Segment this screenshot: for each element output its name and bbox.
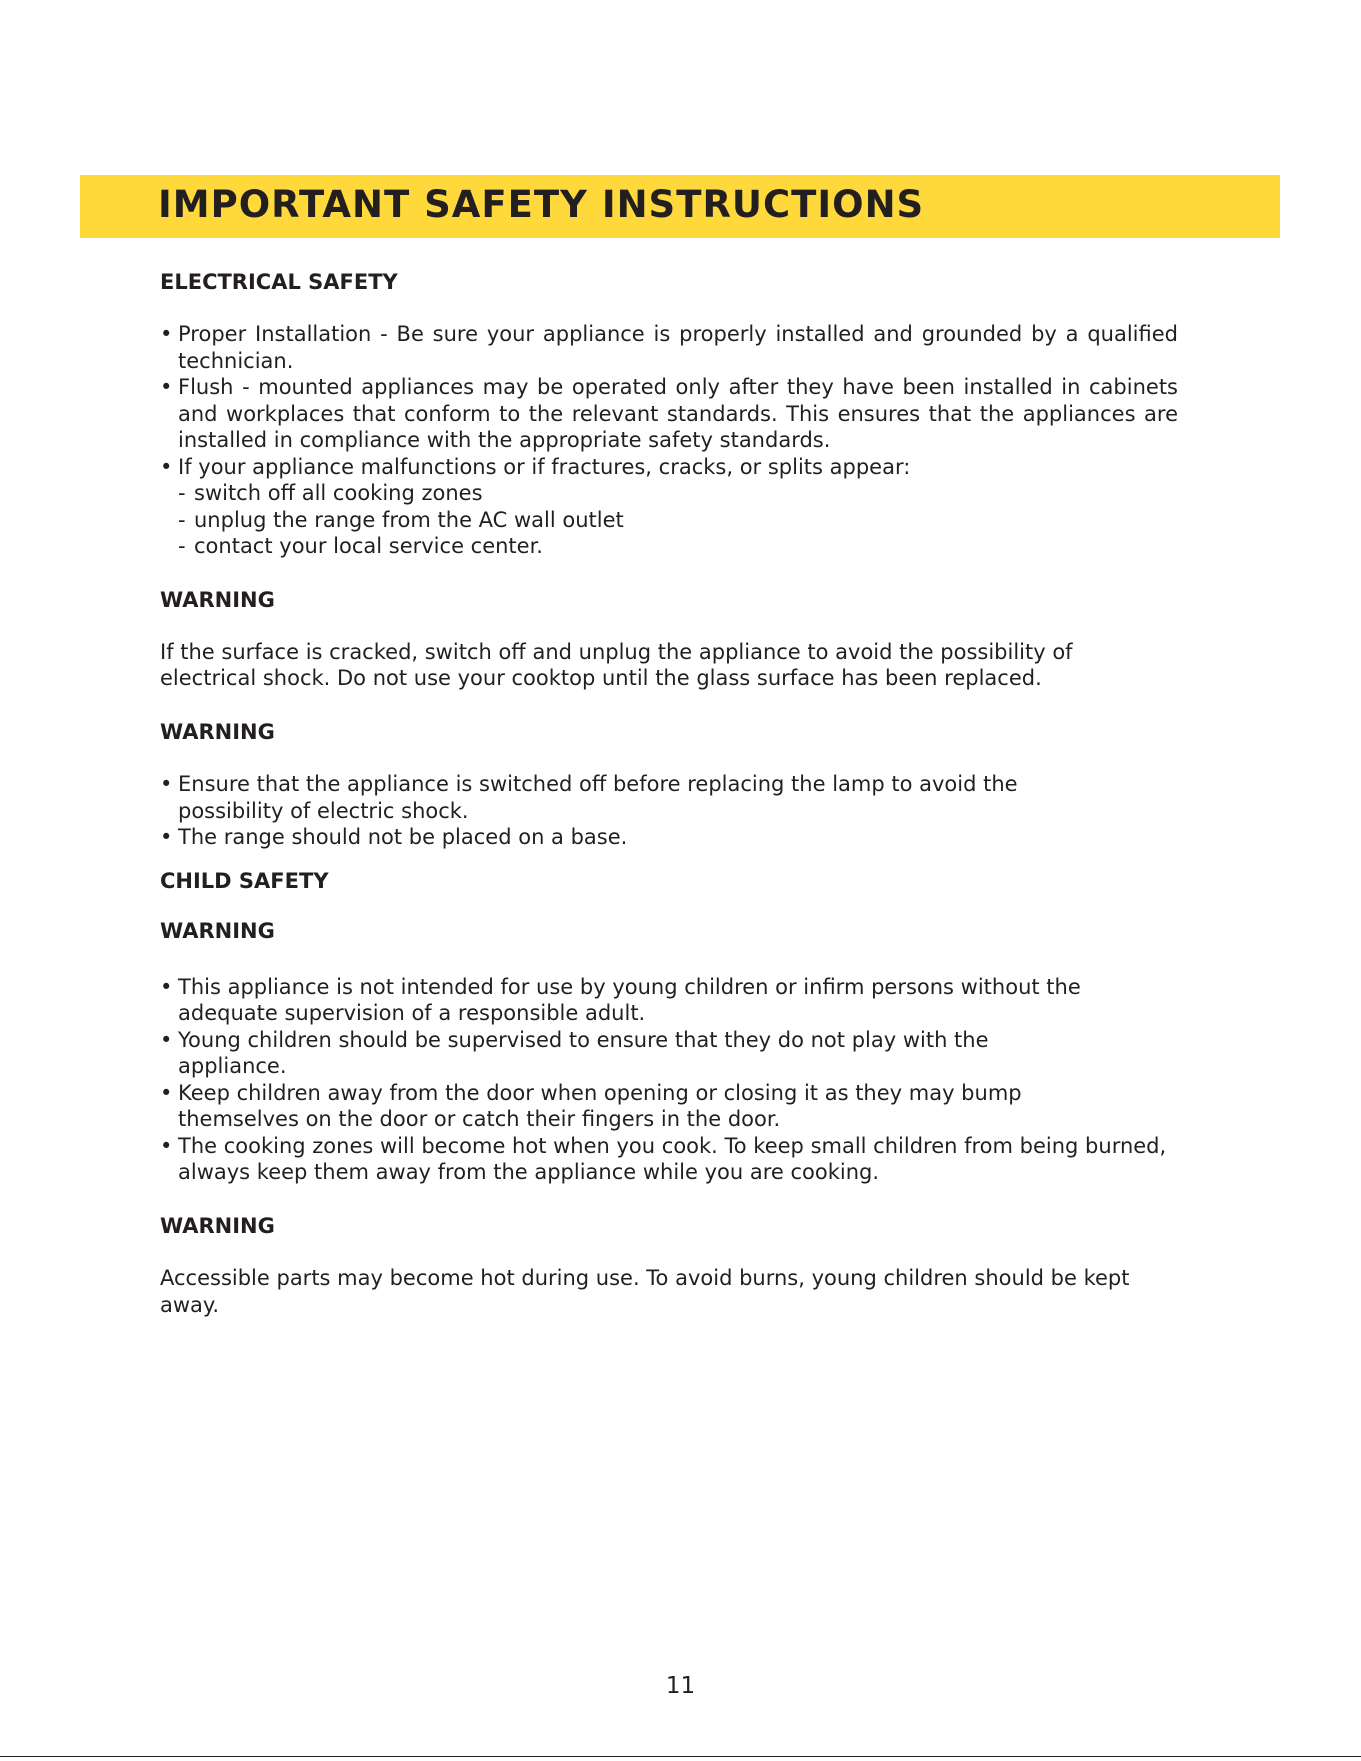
list-item: • The cooking zones will become hot when you cook. To keep small children from being burned, always keep them away from the appliance while you are cooking. bbox=[160, 1133, 1167, 1185]
sub-list-item: - unplug the range from the AC wall outlet bbox=[178, 507, 624, 532]
bottom-divider bbox=[0, 1756, 1361, 1757]
list-item: • Proper Installation - Be sure your appliance is properly installed and grounded by a qualified technician. bbox=[160, 322, 1178, 373]
list-item: • Keep children away from the door when opening or closing it as they may bump themselves on the door or catch their fingers in the door. bbox=[160, 1080, 1022, 1132]
warning-heading: WARNING bbox=[160, 1213, 275, 1238]
list-item: • The range should not be placed on a base. bbox=[160, 825, 628, 850]
electrical-safety-section bbox=[160, 270, 1200, 560]
title-banner bbox=[80, 175, 1280, 238]
child-safety-list bbox=[160, 974, 1200, 1186]
section-heading-electrical-safety: ELECTRICAL SAFETY bbox=[160, 270, 398, 294]
malfunction-steps-list bbox=[178, 480, 1200, 560]
warning-heading: WARNING bbox=[160, 918, 275, 943]
list-item: • If your appliance malfunctions or if fractures, cracks, or splits appear: - switch off all cooking zones - unplug the range from the AC wall outlet - contact your local service center. bbox=[160, 454, 1200, 560]
sub-list-item: - contact your local service center. bbox=[178, 534, 543, 559]
warning-heading: WARNING bbox=[160, 719, 275, 744]
page-title: IMPORTANT SAFETY INSTRUCTIONS bbox=[158, 183, 925, 226]
warning-section-hot-parts bbox=[160, 1214, 1200, 1318]
warning-text: Accessible parts may become hot during use. To avoid burns, young children should be kept away. bbox=[160, 1266, 1130, 1317]
warning-heading: WARNING bbox=[160, 587, 275, 612]
warning-section-cracked-surface bbox=[160, 588, 1200, 692]
warning-text: If the surface is cracked, switch off and unplug the appliance to avoid the possibility of electrical shock. Do not use your cooktop until the glass surface has been replaced. bbox=[160, 639, 1073, 691]
warning-section-lamp bbox=[160, 720, 1200, 851]
child-safety-section bbox=[160, 869, 1200, 1186]
list-item: • This appliance is not intended for use by young children or infirm persons without the adequate supervision of a responsible adult. bbox=[160, 974, 1081, 1026]
page-number: 11 bbox=[665, 1673, 696, 1699]
warning-list bbox=[160, 771, 1060, 851]
list-item: • Young children should be supervised to ensure that they do not play with the appliance. bbox=[160, 1027, 989, 1079]
section-heading-child-safety: CHILD SAFETY bbox=[160, 868, 329, 893]
list-item: • Flush - mounted appliances may be operated only after they have been installed in cabinets and workplaces that conform to the relevant standards. This ensures that the appliances are installed in compliance with the appropriate safety standards. bbox=[160, 375, 1178, 453]
sub-list-item: - switch off all cooking zones bbox=[178, 481, 483, 506]
list-item: • Ensure that the appliance is switched off before replacing the lamp to avoid the possibility of electric shock. bbox=[160, 772, 1018, 823]
electrical-safety-list bbox=[160, 321, 1200, 560]
document-body bbox=[160, 270, 1200, 1318]
